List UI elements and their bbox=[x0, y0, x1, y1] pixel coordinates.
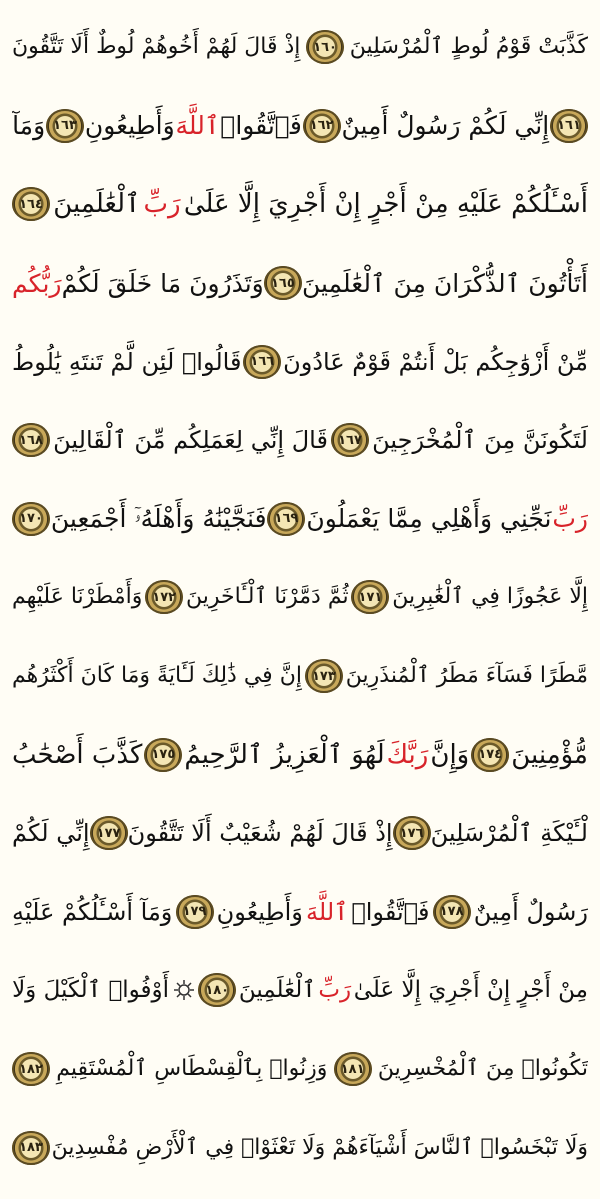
verse-text: إِنِّي لَكُمْ bbox=[12, 819, 90, 848]
text-line bbox=[12, 322, 588, 401]
verse-marker-icon: ١٦٣ bbox=[46, 109, 84, 143]
verse-marker-icon: ١٧٣ bbox=[305, 659, 343, 693]
verse-marker-icon: ١٨٠ bbox=[198, 973, 236, 1007]
text-line bbox=[12, 637, 588, 716]
verse-text: إِلَّا عَجُوزًا فِي ٱلْغَٰبِرِينَ bbox=[392, 584, 588, 610]
verse-text: كَذَّبَتْ قَوْمُ لُوطٍ ٱلْمُرْسَلِينَ bbox=[349, 34, 588, 60]
verse-text: وَمَآ bbox=[12, 111, 46, 141]
verse-text: فَنَجَّيْنَٰهُ وَأَهْلَهُۥٓ أَجْمَعِينَ bbox=[50, 504, 267, 534]
verse-marker-icon: ١٧٨ bbox=[433, 895, 471, 929]
verse-marker-icon: ١٧٤ bbox=[471, 738, 509, 772]
verse-text: ٱلْعَٰلَمِينَ bbox=[53, 189, 141, 220]
divine-name-text: رَبَّكَ bbox=[386, 739, 429, 770]
verse-marker-icon: ١٧٧ bbox=[90, 816, 128, 850]
verse-text: مُّؤْمِنِينَ bbox=[511, 739, 588, 770]
divine-name-text: رَبُّكُم bbox=[12, 268, 62, 298]
verse-marker-icon: ١٧٥ bbox=[144, 738, 182, 772]
verse-text: إِنَّ فِي ذَٰلِكَ لَـَٔايَةً وَمَا كَانَ أَكْثَرُهُم bbox=[12, 663, 302, 689]
verse-marker-icon: ١٦٨ bbox=[12, 423, 50, 457]
verse-text: نَجِّنِي وَأَهْلِي مِمَّا يَعْمَلُونَ bbox=[306, 504, 552, 534]
verse-text: وَلَا تَبْخَسُوا۟ ٱلنَّاسَ أَشْيَآءَهُمْ وَلَا تَعْثَوْا۟ فِي ٱلْأَرْضِ مُفْسِدِينَ bbox=[51, 1134, 588, 1160]
verse-marker-icon: ١٧٢ bbox=[145, 580, 183, 614]
verse-text: وَأَمْطَرْنَا عَلَيْهِم bbox=[12, 584, 143, 610]
verse-text: لَتَكُونَنَّ مِنَ ٱلْمُخْرَجِينَ bbox=[372, 426, 588, 455]
verse-marker-icon: ١٦٤ bbox=[12, 187, 50, 221]
verse-text: وَتَذَرُونَ مَا خَلَقَ لَكُمْ bbox=[61, 268, 264, 298]
verse-text: أَوْفُوا۟ ٱلْكَيْلَ وَلَا bbox=[12, 976, 170, 1003]
verse-text: لْـَٔيْكَةِ ٱلْمُرْسَلِينَ bbox=[430, 819, 588, 848]
verse-text: قَالُوا۟ لَئِن لَّمْ تَنتَهِ يَٰلُوطُ bbox=[12, 347, 242, 376]
text-line bbox=[12, 480, 588, 559]
text-line bbox=[12, 558, 588, 637]
text-line bbox=[12, 1030, 588, 1109]
verse-text: ٱلْعَٰلَمِينَ bbox=[238, 976, 316, 1003]
verse-text: فَٱتَّقُوا۟ bbox=[351, 897, 430, 926]
verse-text: فَٱتَّقُوا۟ bbox=[220, 111, 302, 141]
verse-marker-icon: ١٦١ bbox=[550, 109, 588, 143]
verse-text: وَأَطِيعُونِ bbox=[216, 897, 303, 926]
divine-name-text: رَبِّ bbox=[318, 976, 352, 1003]
verse-text: وَإِنَّ bbox=[430, 739, 470, 770]
text-line bbox=[12, 244, 588, 323]
verse-text: رَسُولٌ أَمِينٌ bbox=[473, 897, 588, 926]
divine-name-text: رَبِّ bbox=[552, 504, 588, 534]
verse-text: لَهُوَ ٱلْعَزِيزُ ٱلرَّحِيمُ bbox=[184, 739, 385, 770]
text-line bbox=[12, 715, 588, 794]
verse-text: تَكُونُوا۟ مِنَ ٱلْمُخْسِرِينَ bbox=[377, 1056, 588, 1082]
verse-text: وَمَآ أَسْـَٔلُكُمْ عَلَيْهِ bbox=[12, 897, 173, 926]
divine-name-text: ٱللَّهَ bbox=[306, 897, 349, 926]
verse-marker-icon: ١٦٩ bbox=[267, 502, 305, 536]
verse-marker-icon: ١٦٧ bbox=[331, 423, 369, 457]
verse-text: مَّطَرًا فَسَآءَ مَطَرُ ٱلْمُنذَرِينَ bbox=[345, 663, 588, 689]
verse-text: وَأَطِيعُونِ bbox=[84, 111, 175, 141]
text-line bbox=[12, 951, 588, 1030]
text-line bbox=[12, 87, 588, 166]
verse-marker-icon: ١٧٩ bbox=[176, 895, 214, 929]
verse-text: إِنِّي لَكُمْ رَسُولٌ أَمِينٌ bbox=[341, 111, 550, 141]
text-line bbox=[12, 8, 588, 87]
quran-text-lines bbox=[12, 8, 588, 1187]
verse-text: ثُمَّ دَمَّرْنَا ٱلْـَٔاخَرِينَ bbox=[185, 584, 349, 610]
verse-text: قَالَ إِنِّي لِعَمَلِكُم مِّنَ ٱلْقَالِينَ bbox=[53, 426, 328, 455]
verse-marker-icon: ١٨٢ bbox=[12, 1052, 50, 1086]
text-line bbox=[12, 165, 588, 244]
verse-marker-icon: ١٨١ bbox=[334, 1052, 372, 1086]
text-line bbox=[12, 873, 588, 952]
verse-text: أَتَأْتُونَ ٱلذُّكْرَانَ مِنَ ٱلْعَٰلَمِينَ bbox=[301, 268, 588, 298]
divine-name-text: ٱللَّهَ bbox=[175, 111, 220, 141]
verse-text: أَسْـَٔلُكُمْ عَلَيْهِ مِنْ أَجْرٍ إِنْ أَجْرِيَ إِلَّا عَلَىٰ bbox=[183, 189, 588, 220]
verse-text: مِّنْ أَزْوَٰجِكُم بَلْ أَنتُمْ قَوْمٌ عَادُونَ bbox=[283, 347, 588, 376]
verse-text: إِذْ قَالَ لَهُمْ أَخُوهُمْ لُوطٌ أَلَا تَتَّقُونَ bbox=[12, 34, 301, 60]
verse-marker-icon: ١٦٠ bbox=[306, 30, 344, 64]
text-line bbox=[12, 1108, 588, 1187]
verse-text: كَذَّبَ أَصْحَٰبُ bbox=[12, 739, 143, 770]
verse-marker-icon: ١٧٦ bbox=[393, 816, 431, 850]
verse-marker-icon: ١٦٥ bbox=[264, 266, 302, 300]
text-line bbox=[12, 794, 588, 873]
verse-text: إِذْ قَالَ لَهُمْ شُعَيْبٌ أَلَا تَتَّقُونَ bbox=[127, 819, 393, 848]
verse-marker-icon: ١٦٦ bbox=[243, 345, 281, 379]
verse-marker-icon: ١٦٢ bbox=[303, 109, 341, 143]
verse-marker-icon: ١٧١ bbox=[351, 580, 389, 614]
divine-name-text: رَبِّ bbox=[143, 189, 181, 220]
text-line bbox=[12, 401, 588, 480]
hizb-star-icon bbox=[172, 978, 196, 1002]
verse-text: وَزِنُوا۟ بِٱلْقِسْطَاسِ ٱلْمُسْتَقِيمِ bbox=[56, 1056, 328, 1082]
verse-marker-icon: ١٧٠ bbox=[12, 502, 50, 536]
verse-marker-icon: ١٨٣ bbox=[12, 1131, 50, 1165]
verse-text: مِنْ أَجْرٍ إِنْ أَجْرِيَ إِلَّا عَلَىٰ bbox=[353, 976, 588, 1003]
